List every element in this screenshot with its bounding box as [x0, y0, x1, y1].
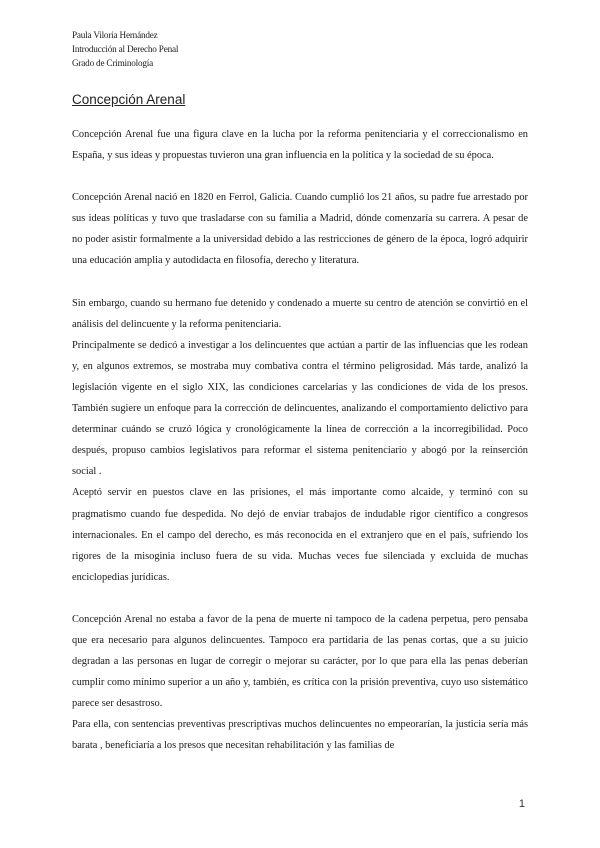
paragraph-intro: Concepción Arenal fue una figura clave en la lucha por la reforma penitenciaria y el correccionalismo en España, y sus ideas y propuestas tuvieron una gran influencia en la política y la sociedad de su época. [72, 129, 528, 162]
document-title: Concepción Arenal [72, 92, 186, 107]
program-name: Grado de Criminología [72, 58, 154, 68]
subject-name: Introducción al Derecho Penal [72, 44, 179, 54]
document-header [72, 28, 178, 70]
author-name: Paula Viloria Hernández [72, 30, 158, 40]
paragraph-research: Principalmente se dedicó a investigar a los delincuentes que actúan a partir de las influencias que les rodean y, en algunos extremos, se mostraba muy combativa contra el término peligrosidad. Más tarde, analizó la legislación vigente en el siglo XIX, las condiciones carcelarias y las condiciones de vida de los presos. También sugiere un enfoque para la corrección de delincuentes, analizando el comportamiento delictivo para determinar cuándo se cruzó lógica y cronológicamente la línea de corrección a la incorregibilidad. Poco después, propuso cambios legislativos para reformar el sistema penitenciario y abogó por la reinserción social . [72, 339, 528, 478]
document-body [72, 124, 528, 757]
paragraph-sentences: Para ella, con sentencias preventivas prescriptivas muchos delincuentes no empeorarían, la justicia sería más barata , beneficiaría a los presos que necesitan rehabilitación y las familias de [72, 719, 528, 752]
page-number: 1 [518, 798, 525, 810]
paragraph-biography: Concepción Arenal nació en 1820 en Ferrol, Galicia. Cuando cumplió los 21 años, su padre fue arrestado por sus ideas políticas y tuvo que trasladarse con su familia a Madrid, dónde comenzaría su carrera. A pesar de no poder asistir formalmente a la universidad debido a las restricciones de género de la época, logró adquirir una educación amplia y autodidacta en filosofía, derecho y literatura. [72, 192, 528, 267]
paragraph-penalties: Concepción Arenal no estaba a favor de la pena de muerte ni tampoco de la cadena perpetua, pero pensaba que era necesario para algunos delincuentes. Tampoco era partidaria de las penas cortas, que a su juicio degradan a las personas en lugar de corregir o mejorar su carácter, por lo que para ella las penas deberían cumplir como mínimo superior a un año y, también, es crítica con la prisión preventiva, cuyo uso sistemático parece ser desastroso. [72, 613, 528, 710]
paragraph-career: Aceptó servir en puestos clave en las prisiones, el más importante como alcaide, y terminó con su pragmatismo cuando fue despedida. No dejó de enviar trabajos de indudable rigor científico a congresos internacionales. En el campo del derecho, es más reconocida en el extranjero que en el país, sufriendo los rigores de la misoginia incluso fuera de su vida. Muchas veces fue silenciada y excluida de muchas enciclopedias jurídicas. [72, 487, 528, 583]
paragraph-brother: Sin embargo, cuando su hermano fue detenido y condenado a muerte su centro de atención se convirtió en el análisis del delincuente y la reforma penitenciaria. [72, 297, 528, 330]
